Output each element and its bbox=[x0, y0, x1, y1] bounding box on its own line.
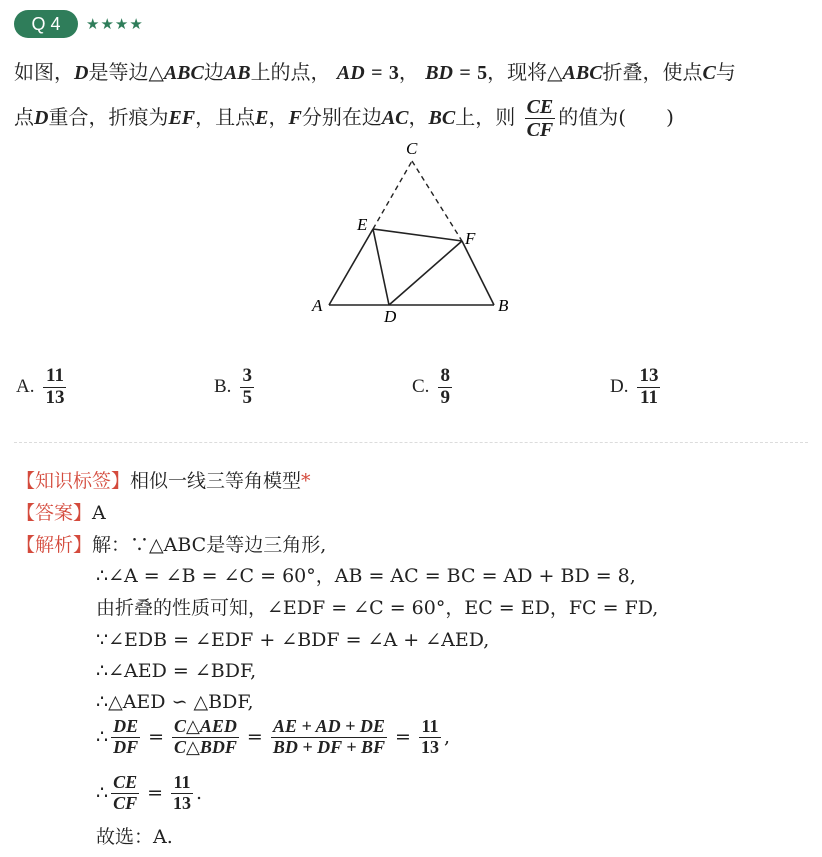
label-c: C bbox=[406, 139, 418, 158]
question-number-badge: Q 4 bbox=[14, 10, 78, 38]
difficulty-stars: ★★★★ bbox=[86, 15, 144, 33]
option-c[interactable]: C. $\frac{8}{9}$ bbox=[412, 365, 450, 408]
analysis-line-7: ∴ $\frac{DE}{DF}$ = $\frac{\text{C△AED}}{\text{C△BDF}}$ = $\frac{AE + AD + DE}{BD + DF + BF}$ = $\frac{11}{13}$ , bbox=[96, 716, 450, 757]
question-fraction: $\frac{CE}{CF}$ bbox=[526, 96, 554, 141]
analysis-line-2: ∴∠A = ∠B = ∠C = 60°，AB = AC = BC = AD + BD = 8, bbox=[96, 565, 636, 587]
fold-ec bbox=[373, 161, 412, 229]
option-d[interactable]: D. $\frac{13}{11}$ bbox=[610, 365, 659, 408]
analysis-line-5: ∴∠AED = ∠BDF, bbox=[96, 660, 257, 682]
label-a: A bbox=[312, 296, 323, 315]
label-d: D bbox=[384, 307, 397, 326]
side-fb bbox=[462, 241, 494, 305]
label-f: F bbox=[465, 229, 476, 248]
segment-ed bbox=[373, 229, 389, 305]
question-line-1: 如图，D是等边△ABC边AB上的点， AD = 3， BD = 5，现将△ABC折叠，使点C与 bbox=[14, 60, 736, 84]
side-ae bbox=[329, 229, 373, 305]
label-e: E bbox=[357, 215, 368, 234]
label-b: B bbox=[498, 296, 509, 315]
segment-df bbox=[389, 241, 462, 305]
option-b[interactable]: B. $\frac{3}{5}$ bbox=[214, 365, 252, 408]
analysis-line-1: 【解析】解：∵△ABC是等边三角形, bbox=[16, 534, 327, 556]
fold-cf bbox=[412, 161, 462, 241]
knowledge-tag: 【知识标签】相似一线三等角模型* bbox=[16, 470, 311, 492]
question-line-2: 点D重合，折痕为EF，且点E，F分别在边AC，BC上，则 $\frac{CE}{CF}$ 的值为( ) bbox=[14, 96, 674, 141]
triangle-figure bbox=[300, 138, 530, 330]
analysis-line-4: ∵∠EDB = ∠EDF + ∠BDF = ∠A + ∠AED, bbox=[96, 629, 490, 651]
analysis-line-8: ∴ $\frac{CE}{CF}$ = $\frac{11}{13}$ . bbox=[96, 772, 203, 813]
option-a[interactable]: A. $\frac{11}{13}$ bbox=[16, 365, 65, 408]
section-divider bbox=[14, 442, 808, 443]
analysis-line-3: 由折叠的性质可知，∠EDF = ∠C = 60°，EC = ED，FC = FD, bbox=[96, 597, 659, 619]
analysis-line-6: ∴△AED ∽ △BDF, bbox=[96, 691, 254, 713]
answer-line: 【答案】A bbox=[16, 502, 106, 524]
crease-ef bbox=[373, 229, 462, 241]
analysis-line-9: 故选：A. bbox=[96, 826, 173, 848]
